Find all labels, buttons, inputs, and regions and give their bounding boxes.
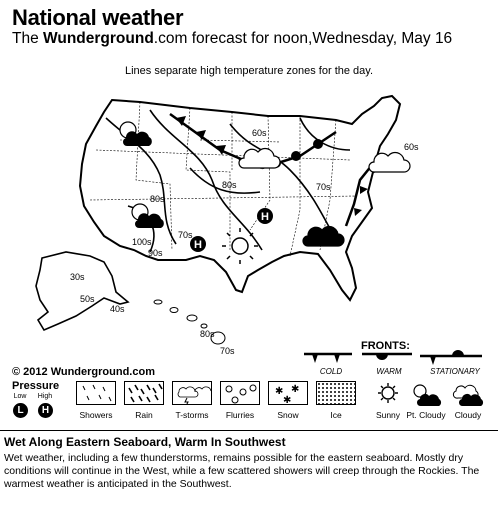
low-label: Low xyxy=(13,393,27,400)
stationary-front-label: STATIONARY xyxy=(430,367,480,376)
legend-label-rain: Rain xyxy=(135,410,153,420)
forecast-subtitle xyxy=(12,30,452,48)
subtitle-brand: Wunderground xyxy=(43,30,154,47)
legend-label-flurries: Flurries xyxy=(225,410,255,420)
pressure-heading: Pressure xyxy=(12,380,60,392)
legend-label-pt-cloudy: Pt. Cloudy xyxy=(406,410,446,420)
zone-label: 30s xyxy=(70,272,85,282)
copyright: © 2012 Wunderground.com xyxy=(12,366,155,378)
zone-label: 50s xyxy=(80,294,95,304)
ice-swatch xyxy=(316,381,356,405)
legend-label-ice: Ice xyxy=(330,410,342,420)
subtitle-prefix: The xyxy=(12,30,44,47)
map-note: Lines separate high temperature zones for the day. xyxy=(124,65,374,77)
warm-front-symbol xyxy=(362,354,412,360)
divider xyxy=(0,430,498,431)
high-label: High xyxy=(37,393,53,400)
zone-label: 40s xyxy=(110,304,125,314)
zone-label: 80s xyxy=(222,180,237,190)
fronts-heading: FRONTS: xyxy=(361,340,410,352)
weather-map xyxy=(0,82,498,372)
low-pressure-symbol: L xyxy=(13,403,28,418)
cold-front-label: COLD xyxy=(319,367,343,376)
svg-text:✱: ✱ xyxy=(275,386,284,397)
zone-label: 60s xyxy=(404,142,419,152)
fronts-legend-symbols xyxy=(296,350,486,366)
stationary-front-symbol xyxy=(420,350,482,365)
cloudy-swatch xyxy=(448,381,488,407)
legend-label-showers: Showers xyxy=(79,410,113,420)
flurries-swatch xyxy=(220,381,260,405)
pressure-center-label: H xyxy=(194,239,202,251)
warm-front-label: WARM xyxy=(376,367,402,376)
alaska-outline xyxy=(36,252,128,330)
svg-text:✱: ✱ xyxy=(291,384,300,395)
subtitle-suffix: .com forecast for noon,Wednesday, May 16 xyxy=(153,30,453,47)
zone-label: 70s xyxy=(316,182,331,192)
cold-front-symbol xyxy=(304,354,352,363)
legend-label-sunny: Sunny xyxy=(375,410,401,420)
zone-label: 80s xyxy=(150,194,165,204)
t-storms-swatch xyxy=(172,381,212,405)
zone-label: 80s xyxy=(200,329,215,339)
zone-label: 70s xyxy=(220,346,235,356)
zone-label: 60s xyxy=(252,128,267,138)
high-pressure-symbol: H xyxy=(38,403,53,418)
high-pressure-center xyxy=(257,208,273,224)
snow-swatch xyxy=(268,381,308,405)
zone-label: 70s xyxy=(178,230,193,240)
page-title: National weather xyxy=(12,5,184,30)
svg-text:✱: ✱ xyxy=(283,395,292,405)
story-body: Wet weather, including a few thunderstorms, remains possible for the eastern seaboard. Mostly dry conditions will continue in the West, while a few scattered showers will creep through the Rockies. The warmest weather is anticipated in the Southwest. xyxy=(4,452,480,490)
legend-label-t-storms: T-storms xyxy=(175,410,209,420)
rain-swatch xyxy=(124,381,164,405)
zone-label: 90s xyxy=(148,248,163,258)
pressure-center-label: H xyxy=(261,211,269,223)
legend-label-cloudy: Cloudy xyxy=(454,410,482,420)
story-title: Wet Along Eastern Seaboard, Warm In Southwest xyxy=(4,435,286,449)
partly-cloudy-swatch xyxy=(406,381,446,407)
legend-label-snow: Snow xyxy=(277,410,299,420)
sunny-swatch xyxy=(368,381,408,407)
showers-swatch xyxy=(76,381,116,405)
zone-label: 100s xyxy=(132,237,152,247)
